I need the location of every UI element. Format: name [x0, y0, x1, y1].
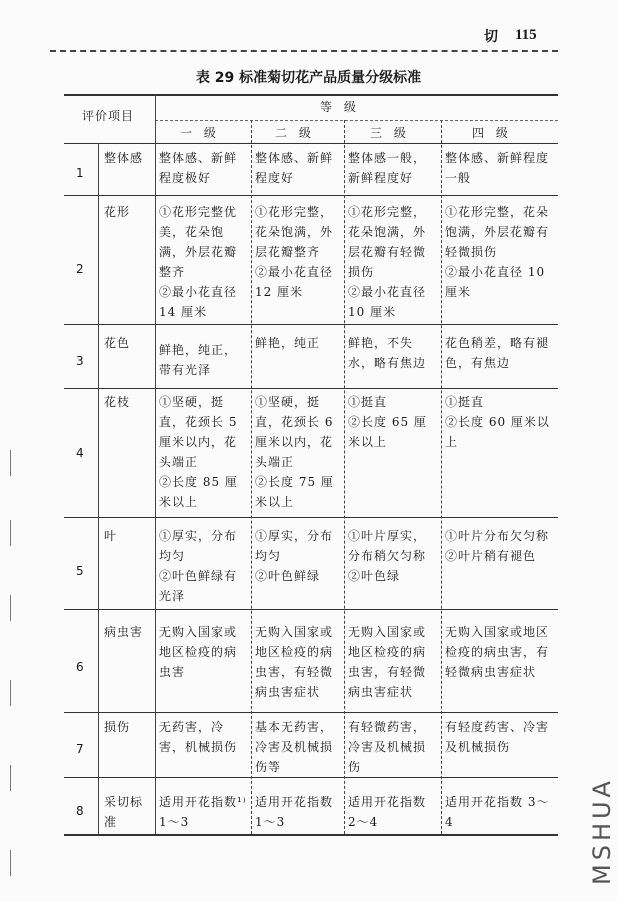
row-grade-1: ①花形完整优美，花朵饱满，外层花瓣整齐 ②最小花直径 14 厘米 [159, 205, 238, 319]
row-grade-3: 无购入国家或地区检疫的病虫害，有轻微病虫害症状 [348, 625, 427, 699]
header-eval-item: 评价项目 [82, 109, 135, 123]
row-rule [64, 609, 558, 610]
row-grade-4: 适用开花指数 3～4 [445, 795, 550, 829]
row-grade-3: 有轻微药害，冷害及机械损伤 [348, 720, 427, 774]
header-grade-1: 一 级 [180, 126, 220, 140]
header-grade-3: 三 级 [370, 126, 410, 140]
row-grade-2: ①花形完整，花朵饱满，外层花瓣整齐 ②最小花直径 12 厘米 [255, 205, 334, 299]
row-rule [64, 324, 558, 325]
row-index: 8 [76, 804, 84, 818]
row-grade-2: 基本无药害，冷害及机械损伤等 [255, 720, 334, 774]
row-grade-1: ①坚硬，挺直，花颈长 5 厘米以内，花头端正 ②长度 85 厘米以上 [159, 395, 238, 509]
row-grade-1: 无药害，冷害，机械损伤 [159, 720, 238, 754]
row-grade-1: 整体感、新鲜程度极好 [159, 151, 238, 185]
row-item: 采切标准 [104, 795, 144, 829]
row-item: 花形 [104, 205, 131, 219]
row-item: 损伤 [104, 720, 131, 734]
binding-mark [10, 450, 11, 476]
grade-column-divider [251, 120, 252, 834]
row-grade-4: 无购入国家或地区检疫的病虫害，有轻微病虫害症状 [445, 625, 550, 679]
row-grade-1: 无购入国家或地区检疫的病虫害 [159, 625, 238, 679]
header-grade-2: 二 级 [275, 126, 315, 140]
row-grade-1: 适用开花指数¹⁾1～3 [159, 795, 247, 829]
row-item: 整体感 [104, 151, 144, 165]
binding-mark [10, 765, 11, 791]
row-grade-2: ①坚硬，挺直，花颈长 6 厘米以内，花头端正 ②长度 75 厘米以上 [255, 395, 334, 509]
row-grade-4: 整体感、新鲜程度一般 [445, 151, 550, 185]
row-grade-2: 鲜艳，纯正 [255, 336, 321, 350]
header-rule [50, 50, 558, 52]
row-index: 5 [76, 564, 84, 578]
page-number: 115 [515, 27, 537, 43]
binding-mark [10, 850, 11, 876]
row-grade-3: ①叶片厚实，分布稍欠匀称 ②叶色绿 [348, 529, 427, 583]
row-index: 3 [76, 354, 84, 368]
row-grade-3: 适用开花指数 2～4 [348, 795, 427, 829]
row-rule [64, 712, 558, 713]
row-rule [64, 195, 558, 196]
running-header-title: 切 [484, 29, 498, 45]
row-index: 6 [76, 660, 84, 674]
row-grade-3: ①花形完整，花朵饱满，外层花瓣有轻微损伤 ②最小花直径 10 厘米 [348, 205, 427, 319]
row-index: 1 [76, 166, 84, 180]
row-grade-2: 适用开花指数 1～3 [255, 795, 334, 829]
header-grade: 等 级 [320, 100, 360, 114]
header-grade-4: 四 级 [472, 126, 512, 140]
row-grade-4: ①叶片分布欠匀称 ②叶片稍有褪色 [445, 529, 550, 563]
binding-mark [10, 520, 11, 546]
row-grade-2: 无购入国家或地区检疫的病虫害，有轻微病虫害症状 [255, 625, 334, 699]
row-index: 7 [76, 742, 84, 756]
grade-column-divider [344, 120, 345, 834]
row-index: 2 [76, 262, 84, 276]
watermark: MSHUA [588, 777, 616, 885]
row-rule [64, 517, 558, 518]
row-item: 病虫害 [104, 625, 144, 639]
row-grade-4: ①挺直 ②长度 60 厘米以上 [445, 395, 550, 449]
row-grade-3: 鲜艳，不失水，略有焦边 [348, 336, 427, 370]
row-item: 花枝 [104, 395, 131, 409]
row-grade-4: ①花形完整，花朵饱满，外层花瓣有轻微损伤 ②最小花直径 10 厘米 [445, 205, 550, 299]
row-grade-2: 整体感、新鲜程度好 [255, 151, 334, 185]
row-item: 花色 [104, 336, 131, 350]
table-title: 表 29 标准菊切花产品质量分级标准 [195, 70, 422, 86]
table-top-rule [64, 94, 558, 96]
row-grade-3: 整体感一般，新鲜程度好 [348, 151, 427, 185]
grade-column-divider [441, 120, 442, 834]
index-column-divider [98, 143, 99, 834]
table-bottom-rule [64, 834, 558, 836]
row-grade-2: ①厚实，分布均匀 ②叶色鲜绿 [255, 529, 334, 583]
binding-mark [10, 680, 11, 706]
row-grade-4: 花色稍差，略有褪色，有焦边 [445, 336, 550, 370]
row-item: 叶 [104, 529, 118, 543]
grade-header-rule [155, 120, 558, 121]
row-grade-1: ①厚实，分布均匀 ②叶色鲜绿有光泽 [159, 529, 238, 603]
row-rule [64, 388, 558, 389]
row-rule [64, 777, 558, 778]
item-column-divider [155, 94, 156, 834]
row-index: 4 [76, 446, 84, 460]
binding-mark [10, 595, 11, 621]
row-grade-4: 有轻度药害、冷害及机械损伤 [445, 720, 550, 754]
header-bottom-rule [64, 143, 558, 144]
row-grade-3: ①挺直 ②长度 65 厘米以上 [348, 395, 427, 449]
row-grade-1: 鲜艳，纯正，带有光泽 [159, 343, 238, 377]
